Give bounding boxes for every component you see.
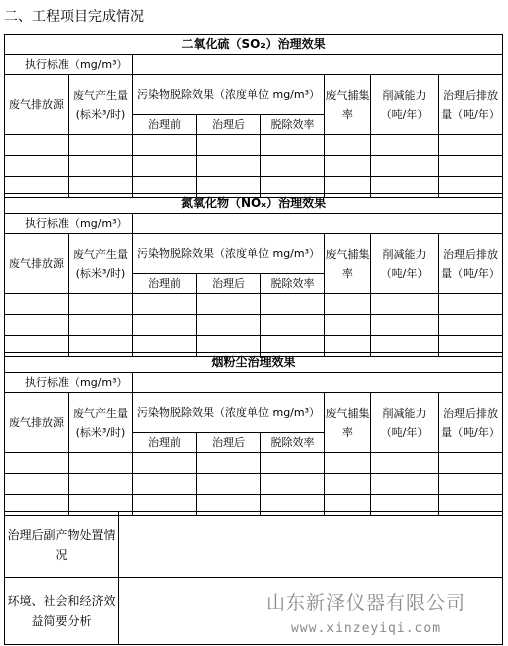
dust-before-header: 治理前 [133,433,197,453]
so2-volume-header: 废气产生量(标米³/时) [69,75,133,135]
dust-removal-header: 污染物脱除效果（浓度单位 mg/m³） [133,393,325,433]
dust-after-header: 治理后 [197,433,261,453]
byproduct-field[interactable] [119,512,503,578]
byproduct-label: 治理后副产物处置情况 [5,512,119,578]
watermark-url: www.xinzeyiqi.com [290,621,442,636]
so2-standard-label: 执行标准（mg/m³） [5,55,133,75]
so2-table [4,34,503,198]
dust-capture-header: 废气捕集率 [325,393,371,453]
so2-removal-header: 污染物脱除效果（浓度单位 mg/m³） [133,75,325,115]
table-row [5,474,503,495]
so2-after-header: 治理后 [197,115,261,135]
dust-after-emission-header: 治理后排放量（吨/年） [439,393,503,453]
nox-before-header: 治理前 [133,274,197,294]
dust-source-header: 废气排放源 [5,393,69,453]
nox-reduction-header: 削减能力（吨/年） [371,234,439,294]
nox-after-emission-header: 治理后排放量（吨/年） [439,234,503,294]
nox-efficiency-header: 脱除效率 [261,274,325,294]
nox-source-header: 废气排放源 [5,234,69,294]
dust-standard-label: 执行标准（mg/m³） [5,373,133,393]
nox-volume-header: 废气产生量(标米³/时) [69,234,133,294]
nox-standard-value[interactable] [133,214,503,234]
so2-standard-value[interactable] [133,55,503,75]
dust-volume-header: 废气产生量(标米³/时) [69,393,133,453]
table-row [5,315,503,336]
nox-capture-header: 废气捕集率 [325,234,371,294]
watermark [246,588,486,636]
so2-after-emission-header: 治理后排放量（吨/年） [439,75,503,135]
benefit-label: 环境、社会和经济效益简要分析 [5,578,119,645]
dust-reduction-header: 削减能力（吨/年） [371,393,439,453]
so2-reduction-header: 削减能力（吨/年） [371,75,439,135]
nox-removal-header: 污染物脱除效果（浓度单位 mg/m³） [133,234,325,274]
table-row [5,135,503,156]
dust-standard-value[interactable] [133,373,503,393]
so2-capture-header: 废气捕集率 [325,75,371,135]
dust-title: 烟粉尘治理效果 [5,353,503,373]
dust-efficiency-header: 脱除效率 [261,433,325,453]
section-heading: 二、工程项目完成情况 [4,9,144,25]
so2-title: 二氧化硫（SO₂）治理效果 [5,35,503,55]
nox-table [4,193,503,357]
nox-title: 氮氧化物（NOₓ）治理效果 [5,194,503,214]
nox-standard-label: 执行标准（mg/m³） [5,214,133,234]
table-row [5,156,503,177]
watermark-company: 山东新泽仪器有限公司 [265,592,466,614]
nox-after-header: 治理后 [197,274,261,294]
so2-before-header: 治理前 [133,115,197,135]
so2-efficiency-header: 脱除效率 [261,115,325,135]
table-row [5,453,503,474]
table-row [5,294,503,315]
so2-source-header: 废气排放源 [5,75,69,135]
dust-table [4,352,503,516]
